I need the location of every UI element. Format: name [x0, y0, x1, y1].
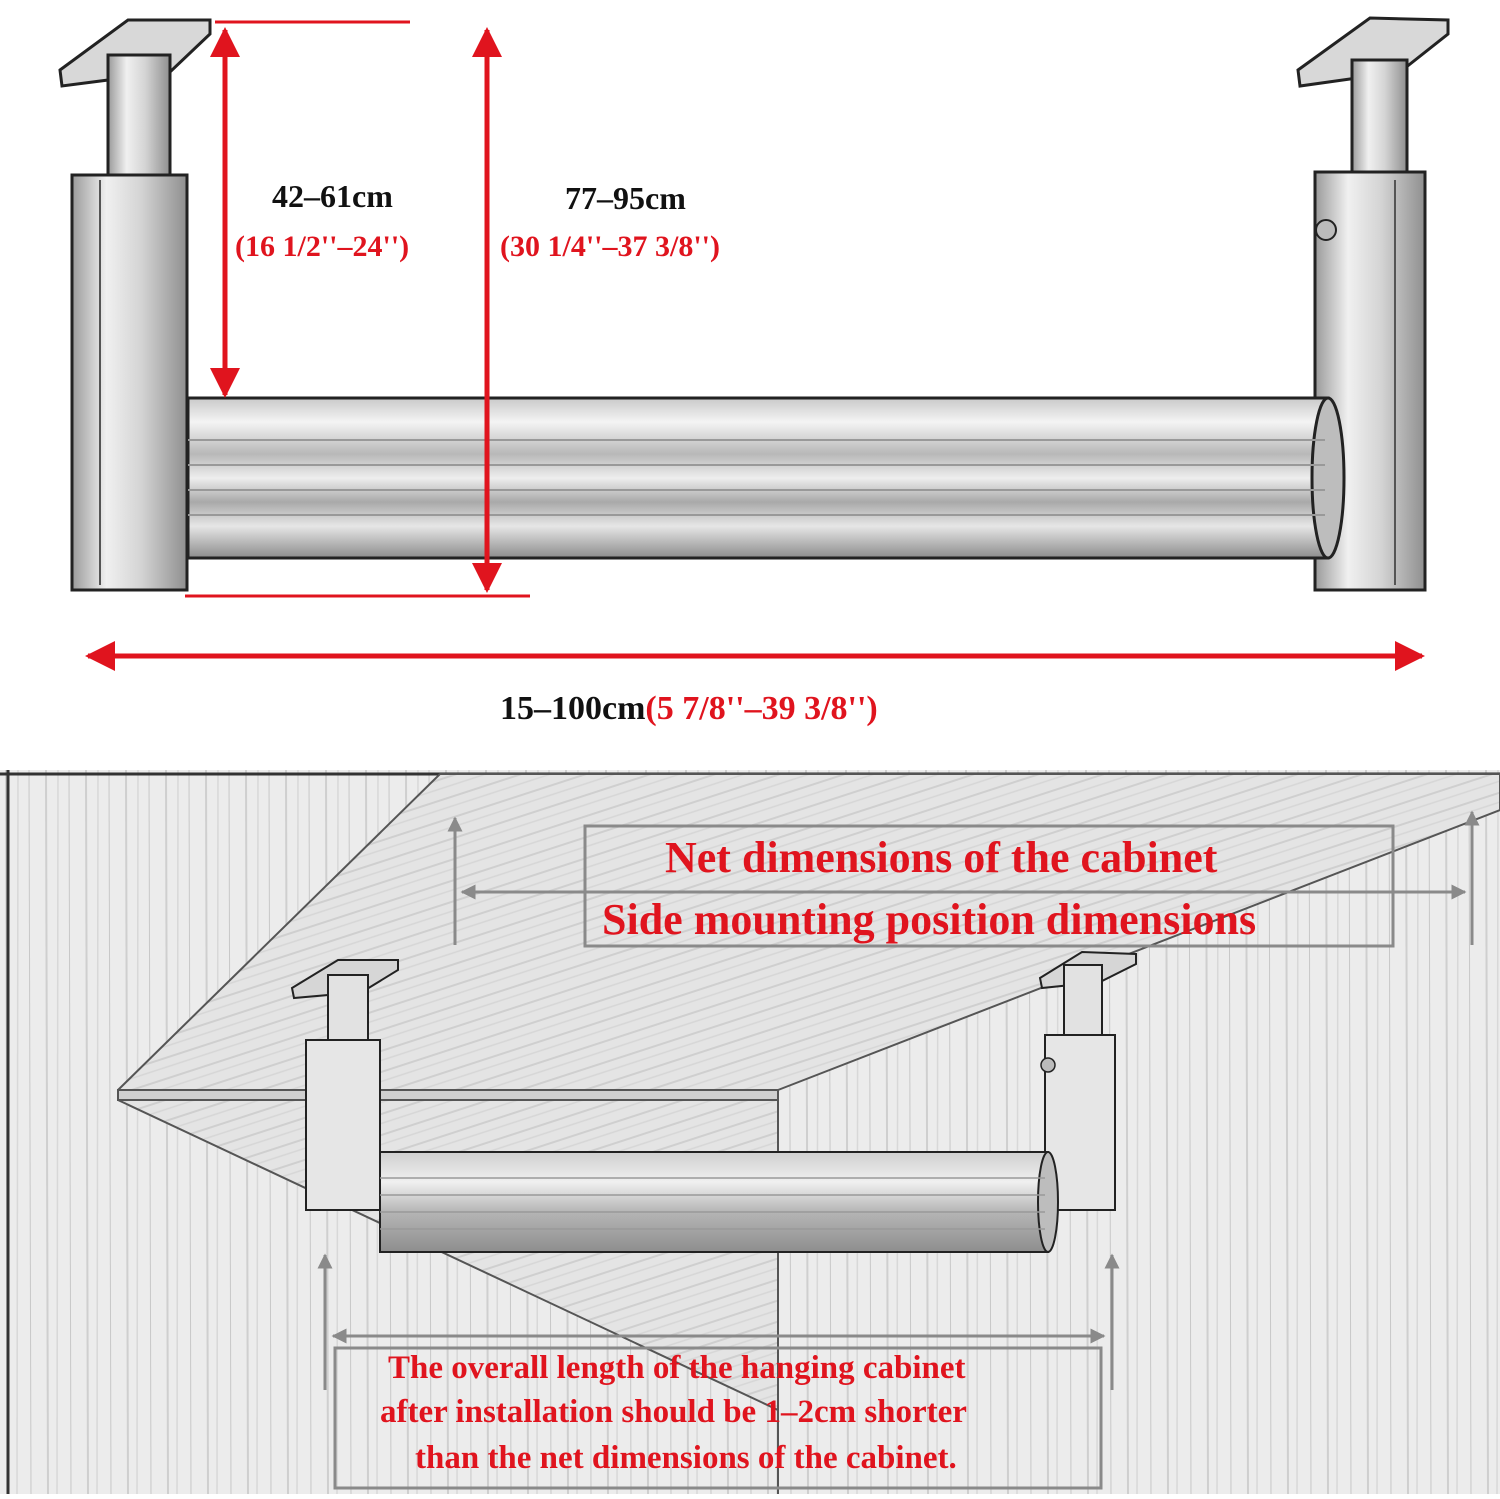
install-note-line2: after installation should be 1–2cm shorter — [380, 1394, 967, 1430]
shaft-height-cm-label: 42–61cm — [272, 178, 393, 214]
width-in-label: (5 7/8''–39 3/8'') — [645, 690, 878, 727]
dimension-lines — [88, 22, 1422, 656]
width-cm-label: 15–100cm — [500, 690, 646, 727]
net-dimensions-label: Net dimensions of the cabinet — [665, 833, 1218, 882]
installation-diagram — [0, 770, 1500, 1494]
width-label — [500, 690, 878, 728]
install-note-line1: The overall length of the hanging cabinet — [388, 1350, 966, 1386]
side-mounting-label: Side mounting position dimensions — [602, 895, 1257, 944]
shaft-height-in-label: (16 1/2''–24'') — [235, 230, 410, 263]
overall-height-cm-label: 77–95cm — [565, 180, 686, 216]
hanging-rod — [188, 398, 1344, 558]
overall-height-in-label: (30 1/4''–37 3/8'') — [500, 230, 720, 263]
install-note-line3: than the net dimensions of the cabinet. — [415, 1440, 957, 1476]
hanging-rod-installed — [380, 1152, 1058, 1252]
